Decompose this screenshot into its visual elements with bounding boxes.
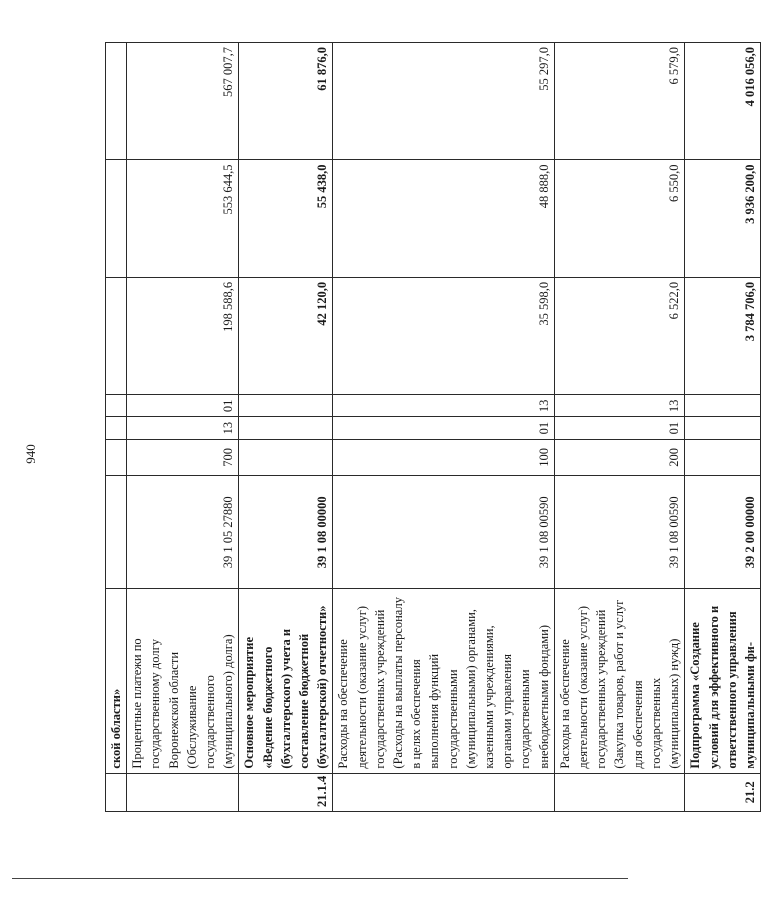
cell-rz (685, 417, 761, 439)
cell-rz (239, 417, 333, 439)
cell-vr (685, 439, 761, 475)
cell-vr: 700 (127, 439, 239, 475)
cell-rz: 01 (333, 417, 554, 439)
cell-vr (239, 439, 333, 475)
cell-csr: 39 1 05 27880 (127, 476, 239, 589)
cell-y2: 3 936 200,0 (685, 160, 761, 277)
cell-y3: 6 579,0 (554, 43, 684, 160)
cell-pr (685, 395, 761, 417)
budget-table (105, 42, 761, 812)
cell-csr (106, 476, 127, 589)
cell-no (127, 773, 239, 811)
cell-pr: 01 (127, 395, 239, 417)
table-row (239, 43, 333, 812)
cell-vr: 200 (554, 439, 684, 475)
table-row (127, 43, 239, 812)
table-row (554, 43, 684, 812)
cell-vr (106, 439, 127, 475)
rotated-table-page (105, 42, 757, 812)
cell-name: Подпрограмма «Создание условий для эффективного и ответственного управления муниципальными фи- (685, 589, 761, 773)
cell-name: Основное мероприятие «Ведение бюджетного (бухгалтерского) учета и составление бюджетной (бухгалтерской) отчетности» (239, 589, 333, 773)
cell-y1: 3 784 706,0 (685, 277, 761, 394)
cell-y1 (106, 277, 127, 394)
cell-csr: 39 2 00 00000 (685, 476, 761, 589)
table-row (685, 43, 761, 812)
page-bottom-rule (12, 878, 628, 879)
cell-no (333, 773, 554, 811)
cell-y2: 48 888,0 (333, 160, 554, 277)
cell-y3: 567 007,7 (127, 43, 239, 160)
cell-pr: 13 (554, 395, 684, 417)
cell-no (106, 773, 127, 811)
cell-y2: 553 644,5 (127, 160, 239, 277)
cell-y3: 4 016 056,0 (685, 43, 761, 160)
cell-pr (239, 395, 333, 417)
cell-csr: 39 1 08 00000 (239, 476, 333, 589)
table-row (106, 43, 127, 812)
cell-y1: 35 598,0 (333, 277, 554, 394)
page-number: 940 (23, 444, 38, 464)
cell-pr (106, 395, 127, 417)
cell-name: Процентные платежи по государственному долгу Воронежской области (Обслуживание государственного (муниципального) долга) (127, 589, 239, 773)
cell-y2: 55 438,0 (239, 160, 333, 277)
cell-pr: 13 (333, 395, 554, 417)
table-body (106, 43, 761, 812)
table-row (333, 43, 554, 812)
cell-no: 21.1.4 (239, 773, 333, 811)
cell-csr: 39 1 08 00590 (333, 476, 554, 589)
cell-name: Расходы на обеспечение деятельности (оказание услуг) государственных учреждений (Закупка товаров, работ и услуг для обеспечения государственных (муниципальных) нужд) (554, 589, 684, 773)
cell-csr: 39 1 08 00590 (554, 476, 684, 589)
cell-name: Расходы на обеспечение деятельности (оказание услуг) государственных учреждений (Расходы на выплаты персоналу в целях обеспечения выполнения функций государственными (муниципальными) органами, казенными учреждениями, органами управления государственными внебюджетными фондами) (333, 589, 554, 773)
cell-y3: 55 297,0 (333, 43, 554, 160)
cell-y1: 6 522,0 (554, 277, 684, 394)
cell-y3: 61 876,0 (239, 43, 333, 160)
cell-rz: 13 (127, 417, 239, 439)
cell-name: ской области» (106, 589, 127, 773)
cell-y2: 6 550,0 (554, 160, 684, 277)
cell-no (554, 773, 684, 811)
cell-y1: 198 588,6 (127, 277, 239, 394)
cell-no: 21.2 (685, 773, 761, 811)
cell-y1: 42 120,0 (239, 277, 333, 394)
cell-y3 (106, 43, 127, 160)
cell-vr: 100 (333, 439, 554, 475)
cell-rz: 01 (554, 417, 684, 439)
cell-y2 (106, 160, 127, 277)
cell-rz (106, 417, 127, 439)
